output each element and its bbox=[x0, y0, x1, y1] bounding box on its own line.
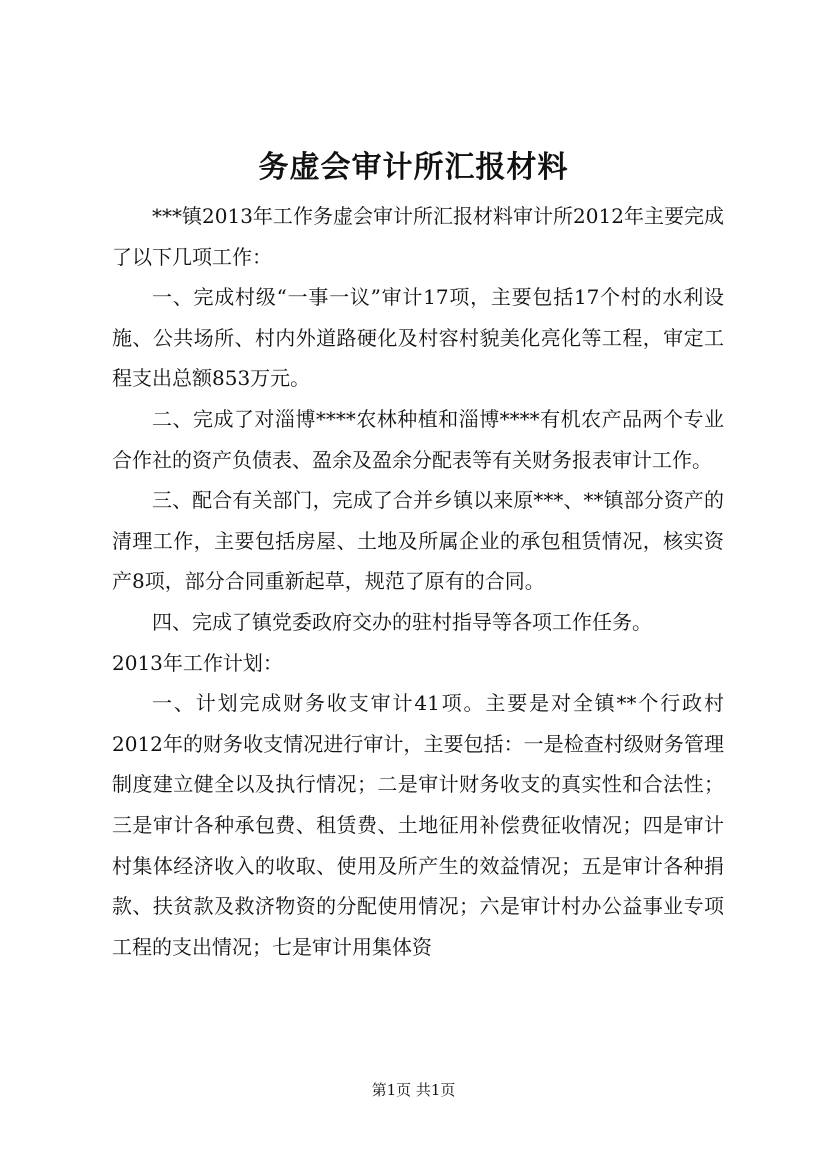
paragraph-item-4: 四、完成了镇党委政府交办的驻村指导等各项工作任务。 bbox=[152, 609, 652, 634]
document-body bbox=[112, 196, 724, 967]
paragraph-item-2: 二、完成了对淄博****农林种植和淄博****有机农产品两个专业合作社的资产负债表、盈余及盈余分配表等有关财务报表审计工作。 bbox=[112, 406, 724, 472]
paragraph-intro: ***镇2013年工作务虚会审计所汇报材料审计所2012年主要完成了以下几项工作： bbox=[112, 204, 724, 269]
paragraph-item-3: 三、配合有关部门，完成了合并乡镇以来原***、**镇部分资产的清理工作，主要包括房屋、土地及所属企业的承包租赁情况，核实资产8项，部分合同重新起草，规范了原有的合同。 bbox=[112, 488, 724, 594]
section-heading-plan: 2013年工作计划： bbox=[112, 650, 283, 675]
paragraph-plan-1: 一、计划完成财务收支审计41项。主要是对全镇**个行政村2012年的财务收支情况进行审计，主要包括：一是检查村级财务管理制度建立健全以及执行情况；二是审计财务收支的真实性和合法性；三是审计各种承包费、租赁费、土地征用补偿费征收情况；四是审计村集体经济收入的收取、使用及所产生的效益情况；五是审计各种捐款、扶贫款及救济物资的分配使用情况；六是审计村办公益事业专项工程的支出情况；七是审计用集体资 bbox=[112, 691, 724, 959]
page-footer: 第1页 共1页 bbox=[371, 1081, 456, 1099]
paragraph-item-1: 一、完成村级“一事一议”审计17项，主要包括17个村的水利设施、公共场所、村内外道路硬化及村容村貌美化亮化等工程，审定工程支出总额853万元。 bbox=[112, 285, 724, 391]
document-title: 务虚会审计所汇报材料 bbox=[258, 150, 569, 185]
